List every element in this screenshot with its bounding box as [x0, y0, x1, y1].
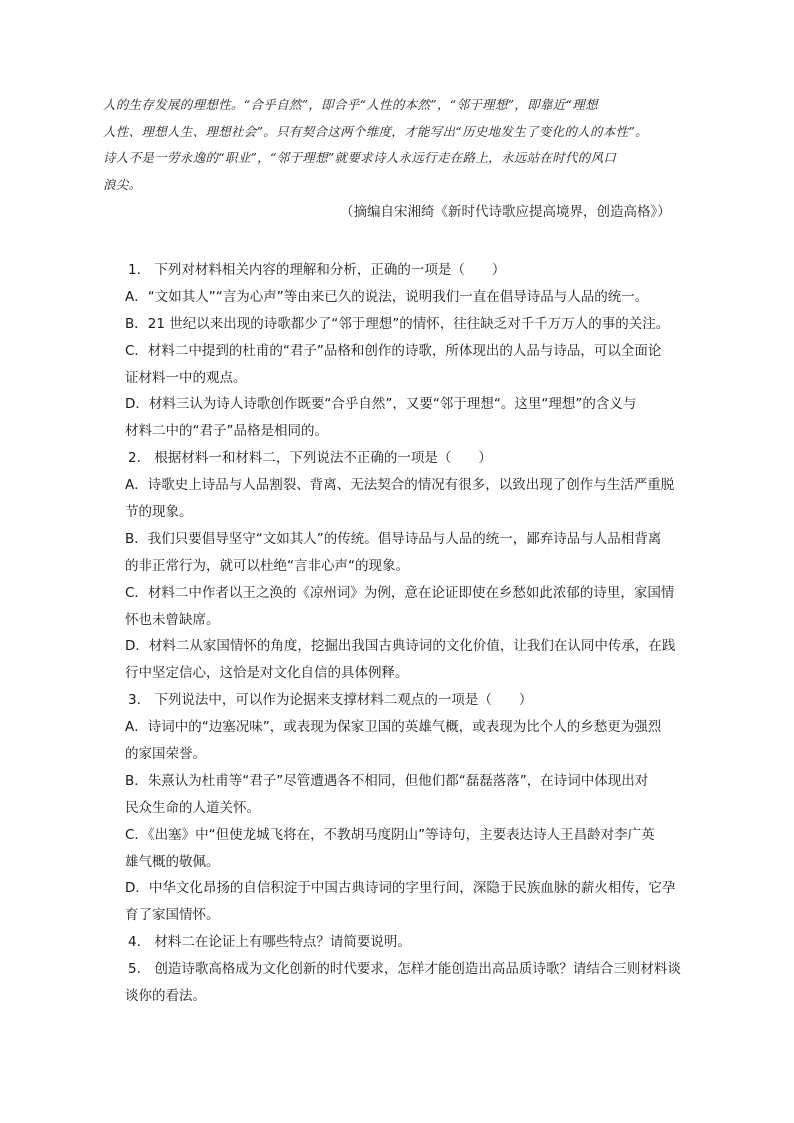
- option-line: 材料二中的“君子”品格是相同的。: [125, 423, 328, 440]
- question-4-stem: 4. 材料二在论证上有哪些特点？请简要说明。: [128, 934, 411, 951]
- option-line: 的家国荣誉。: [125, 746, 206, 763]
- option-line: A．“文如其人”“言为心声”等由来已久的说法，说明我们一直在倡导诗品与人品的统一。: [125, 288, 649, 305]
- option-line: D．材料三认为诗人诗歌创作既要“合乎自然”，又要“邻于理想“。这里“理想”的含义与: [125, 396, 637, 413]
- question-2-stem: 2. 根据材料一和材料二，下列说法不正确的一项是（ ）: [128, 450, 492, 467]
- option-line: 雄气概的敬佩。: [125, 853, 220, 870]
- option-line: 怀也未曾缺席。: [125, 611, 220, 628]
- source-citation: （摘编自宋湘绮《新时代诗歌应提高境界，创造高格》）: [340, 204, 671, 220]
- question-list: [125, 257, 710, 1010]
- question-5-stem: 5. 创造诗歌高格成为文化创新的时代要求，怎样才能创造出高品质诗歌？请结合三则材料谈: [128, 961, 681, 978]
- option-line: A．诗词中的“边塞况味”，或表现为保家卫国的英雄气概，或表现为比个人的乡愁更为强烈: [125, 719, 662, 736]
- option-line: D．材料二从家国情怀的角度，挖掘出我国古典诗词的文化价值，让我们在认同中传承，在践: [125, 638, 676, 655]
- option-line: B．我们只要倡导坚守“文如其人”的传统。倡导诗品与人品的统一，鄙弃诗品与人品相背离: [125, 530, 662, 547]
- option-line: A．诗歌史上诗品与人品割裂、背离、无法契合的情况有很多，以致出现了创作与生活严重脱: [125, 477, 675, 494]
- question-3-stem: 3. 下列说法中，可以作为论据来支撑材料二观点的一项是（ ）: [128, 692, 533, 709]
- passage-line: 人性、理想人生、理想社会”。只有契合这两个维度，才能写出“历史地发生了变化的人的本性”。: [103, 123, 648, 139]
- passage-line: 诗人不是一劳永逸的“职业”，“邻于理想”就要求诗人永远行走在路上，永远站在时代的风口: [103, 150, 617, 165]
- passage-line: 浪尖。: [103, 176, 142, 192]
- option-line: C．材料二中作者以王之涣的《凉州词》为例，意在论证即使在乡愁如此浓郁的诗里，家国情: [125, 584, 675, 601]
- question-1-stem: 1. 下列对材料相关内容的理解和分析，正确的一项是（ ）: [128, 262, 506, 278]
- option-line: C．《出塞》中“但使龙城飞将在，不教胡马度阴山”等诗句，主要表达诗人王昌龄对李广英: [125, 826, 655, 843]
- option-line: B．21 世纪以来出现的诗歌都少了“邻于理想”的情怀，往往缺乏对千千万万人的事的关注。: [125, 315, 670, 332]
- option-line: 节的现象。: [125, 504, 193, 521]
- option-line: 证材料一中的观点。: [125, 369, 247, 386]
- option-line: 民众生命的人道关怀。: [125, 799, 260, 816]
- option-line: 育了家国情怀。: [125, 907, 220, 924]
- question-5-continuation: 谈你的看法。: [125, 988, 206, 1005]
- option-line: 行中坚定信心，这恰是对文化自信的具体例释。: [125, 665, 409, 682]
- option-line: C．材料二中提到的杜甫的“君子”品格和创作的诗歌，所体现出的人品与诗品，可以全面论: [125, 342, 662, 359]
- passage-excerpt: [103, 92, 703, 198]
- passage-line: 人的生存发展的理想性。“合乎自然”，即合乎“人性的本然”，“邻于理想”，即靠近“理想: [103, 97, 598, 112]
- option-line: B．朱熹认为杜甫等“君子”尽管遭遇各不相同，但他们都“磊磊落落”，在诗词中体现出对: [125, 772, 649, 789]
- option-line: 的非正常行为，就可以杜绝“言非心声“的现象。: [125, 557, 409, 574]
- option-line: D．中华文化昂扬的自信积淀于中国古典诗词的字里行间，深隐于民族血脉的薪火相传，它孕: [125, 880, 676, 897]
